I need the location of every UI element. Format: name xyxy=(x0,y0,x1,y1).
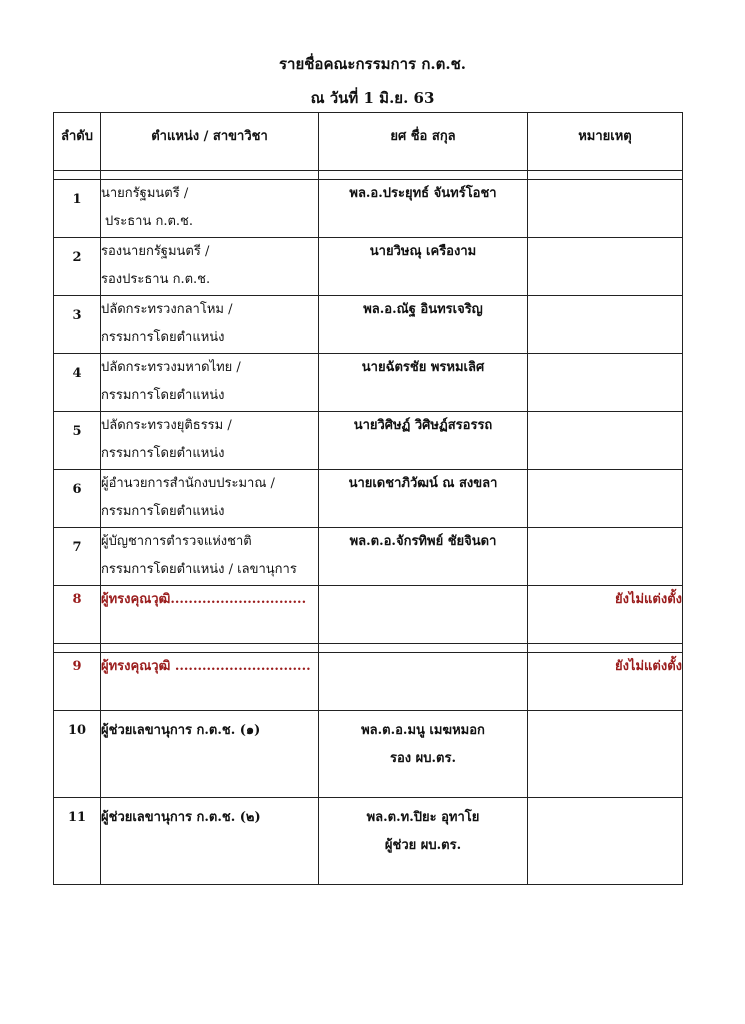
position-line-2: กรรมการโดยตำแหน่ง / เลขานุการ xyxy=(101,562,297,577)
position-cell xyxy=(101,180,319,238)
position-cell: ผู้ทรงคุณวุฒิ.............................. xyxy=(101,586,319,644)
spacer-row xyxy=(54,644,683,653)
note-cell xyxy=(528,711,683,798)
table-row xyxy=(54,528,683,586)
name-line-1: พล.อ.ณัฐ อินทรเจริญ xyxy=(363,302,483,317)
row-number: 10 xyxy=(54,711,101,798)
note-cell xyxy=(528,180,683,238)
position-line-1: ผู้บัญชาการตำรวจแห่งชาติ xyxy=(101,534,252,549)
position-line-2: กรรมการโดยตำแหน่ง xyxy=(101,388,225,403)
position-line-2: กรรมการโดยตำแหน่ง xyxy=(101,330,225,345)
name-line-2: รอง ผบ.ตร. xyxy=(389,751,456,766)
position-cell xyxy=(101,238,319,296)
spacer-row xyxy=(54,171,683,180)
table-row-vacant xyxy=(54,586,683,644)
name-cell xyxy=(319,528,528,586)
table-row xyxy=(54,296,683,354)
row-number: 9 xyxy=(54,653,101,711)
position-cell xyxy=(101,296,319,354)
position-line-1: ปลัดกระทรวงมหาดไทย / xyxy=(101,360,241,375)
position-line-1: ปลัดกระทรวงกลาโหม / xyxy=(101,302,233,317)
row-number: 8 xyxy=(54,586,101,644)
position-cell: ผู้ช่วยเลขานุการ ก.ต.ช. (๒) xyxy=(101,798,319,885)
name-line-2: ผู้ช่วย ผบ.ตร. xyxy=(384,838,462,853)
header-no: ลำดับ xyxy=(54,113,101,171)
table-row xyxy=(54,238,683,296)
note-cell xyxy=(528,412,683,470)
table-row xyxy=(54,180,683,238)
table-header-row xyxy=(54,113,683,171)
note-cell xyxy=(528,296,683,354)
row-number: 5 xyxy=(54,412,101,470)
position-line-1: ปลัดกระทรวงยุติธรรม / xyxy=(101,418,232,433)
table-row-vacant xyxy=(54,653,683,711)
row-number: 1 xyxy=(54,180,101,238)
position-cell xyxy=(101,528,319,586)
table-row xyxy=(54,711,683,798)
name-cell xyxy=(319,180,528,238)
header-name: ยศ ชื่อ สกุล xyxy=(319,113,528,171)
position-cell xyxy=(101,354,319,412)
note-cell xyxy=(528,354,683,412)
note-cell xyxy=(528,470,683,528)
name-cell xyxy=(319,296,528,354)
note-cell xyxy=(528,528,683,586)
table-row xyxy=(54,354,683,412)
position-cell: ผู้ช่วยเลขานุการ ก.ต.ช. (๑) xyxy=(101,711,319,798)
name-line-1: พล.ต.อ.มนู เมฆหมอก xyxy=(361,723,485,738)
name-line-1: นายวิษณุ เครืองาม xyxy=(369,244,477,259)
position-line-2: กรรมการโดยตำแหน่ง xyxy=(101,446,225,461)
row-number: 2 xyxy=(54,238,101,296)
header-position: ตำแหน่ง / สาขาวิชา xyxy=(101,113,319,171)
name-line-1: นายฉัตรชัย พรหมเลิศ xyxy=(361,360,485,375)
note-cell xyxy=(528,238,683,296)
name-cell xyxy=(319,586,528,644)
position-line-2: ประธาน ก.ต.ช. xyxy=(105,214,194,229)
row-number: 11 xyxy=(54,798,101,885)
name-cell xyxy=(319,354,528,412)
position-line-1: นายกรัฐมนตรี / xyxy=(101,186,189,201)
row-number: 3 xyxy=(54,296,101,354)
position-cell xyxy=(101,470,319,528)
name-line-1: พล.ต.ท.ปิยะ อุทาโย xyxy=(366,810,480,825)
committee-table xyxy=(53,112,683,885)
position-line-2: กรรมการโดยตำแหน่ง xyxy=(101,504,225,519)
name-line-1: พล.ต.อ.จักรทิพย์ ชัยจินดา xyxy=(349,534,497,549)
table-row xyxy=(54,412,683,470)
vacancy-note: ยังไม่แต่งตั้ง xyxy=(528,653,683,711)
document-date: ณ วันที่ 1 มิ.ย. 63 xyxy=(310,89,435,107)
row-number: 7 xyxy=(54,528,101,586)
name-cell xyxy=(319,412,528,470)
name-cell xyxy=(319,711,528,798)
name-line-1: นายเดชาภิวัฒน์ ณ สงขลา xyxy=(348,476,498,491)
name-cell xyxy=(319,470,528,528)
position-cell: ผู้ทรงคุณวุฒิ .............................. xyxy=(101,653,319,711)
row-number: 4 xyxy=(54,354,101,412)
vacancy-note: ยังไม่แต่งตั้ง xyxy=(528,586,683,644)
header-note: หมายเหตุ xyxy=(528,113,683,171)
table-row xyxy=(54,470,683,528)
table-row xyxy=(54,798,683,885)
document-title: รายชื่อคณะกรรมการ ก.ต.ช. xyxy=(278,55,466,73)
name-cell xyxy=(319,238,528,296)
name-line-1: นายวิศิษฏ์ วิศิษฏ์สรอรรถ xyxy=(353,418,493,433)
position-line-2: รองประธาน ก.ต.ช. xyxy=(101,272,211,287)
position-cell xyxy=(101,412,319,470)
name-cell xyxy=(319,798,528,885)
note-cell xyxy=(528,798,683,885)
name-line-1: พล.อ.ประยุทธ์ จันทร์โอชา xyxy=(349,186,497,201)
name-cell xyxy=(319,653,528,711)
position-line-1: รองนายกรัฐมนตรี / xyxy=(101,244,210,259)
row-number: 6 xyxy=(54,470,101,528)
position-line-1: ผู้อำนวยการสำนักงบประมาณ / xyxy=(101,476,275,491)
